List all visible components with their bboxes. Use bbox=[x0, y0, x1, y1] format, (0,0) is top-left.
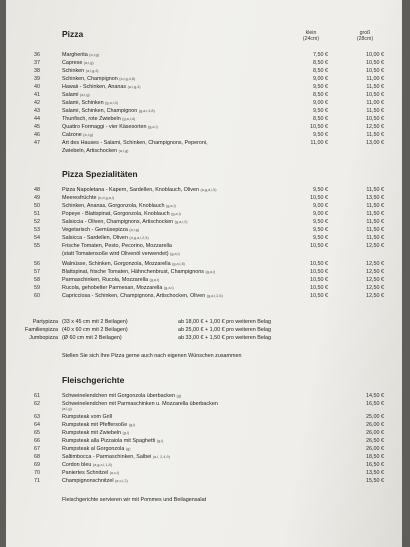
list-item: 64 Rumpsteak mit Pfeffersoße (g,i) 26,00 € bbox=[34, 422, 384, 428]
size-row: Familienpizza (40 x 60 cm mit 2 Beilagen) ab 25,00 € + 1,00 € pro weiteren Belag bbox=[25, 327, 272, 333]
list-item: 43 Salami, Schinken, Champignon (g,a,l,4,8) 9,50 € 11,50 € bbox=[34, 108, 384, 114]
list-item: 47 Art des Hauses - Salami, Schinken, Champignons, Peperoni, 11,00 € 13,00 € bbox=[34, 140, 384, 146]
list-item: 52 Salsiccia - Oliven, Champignons, Artischocken (g,a,l,2) 9,50 € 11,50 € bbox=[34, 219, 384, 225]
list-item: 39 Schinken, Champignon (a,l,g,4,8) 9,00 € 11,00 € bbox=[34, 76, 384, 82]
list-item: 50 Schinken, Ananas, Gorgonzola, Knoblauch (g,a,l) 9,00 € 11,50 € bbox=[34, 203, 384, 209]
section-title-spezial: Pizza Spezialitäten bbox=[62, 169, 138, 179]
list-item: 41 Salami (a,l,g) 8,50 € 10,50 € bbox=[34, 92, 384, 98]
column-header-large: groß (28cm) bbox=[356, 30, 374, 43]
list-item: 55 Frische Tomaten, Pesto, Pecorino, Mozzarella 10,50 € 12,50 € bbox=[34, 243, 384, 249]
list-item-continuation: Zwiebeln, Artischocken (a,l,g) bbox=[62, 148, 129, 154]
list-item: 54 Salsicca - Sardellen, Oliven (d,g,a,l,2,5) 9,50 € 11,50 € bbox=[34, 235, 384, 241]
list-item: 46 Calzone (a,l,g) 9,50 € 11,50 € bbox=[34, 132, 384, 138]
list-item-continuation: (a,l,g) bbox=[62, 407, 72, 411]
list-item: 68 Saltimbocca - Parmaschinken, Salbei (a,l, 2,4,9) 18,50 € bbox=[34, 454, 384, 460]
list-item: 36 Margherita (a,l,g) 7,50 € 10,00 € bbox=[34, 52, 384, 58]
column-header-small: klein (24cm) bbox=[302, 30, 320, 43]
list-item-continuation: (statt Tomatensoße wird Olivenöl verwendet) (g,a,l) bbox=[62, 251, 180, 257]
list-item: 45 Quattro Formaggi - vier Käsesorten (g,a,l) 10,50 € 12,50 € bbox=[34, 124, 384, 130]
menu-page bbox=[6, 0, 402, 547]
list-item: 63 Rumpsteak vom Grill 25,00 € bbox=[34, 414, 384, 420]
list-item: 40 Hawaii - Schinken, Ananas (a,l,g,4) 9,50 € 11,50 € bbox=[34, 84, 384, 90]
list-item: 66 Rumpsteak alla Pizzaiola mit Spaghetti (g,i) 26,50 € bbox=[34, 438, 384, 444]
fleisch-note: Fleischgerichte servieren wir mit Pommes und Beilagensalat bbox=[62, 497, 207, 503]
list-item: 58 Parmaschinken, Rucola, Mozzarella (g,a,l) 10,50 € 12,50 € bbox=[34, 277, 384, 283]
list-item: 69 Cordon bleu (a,g,c,l,1,8) 16,50 € bbox=[34, 462, 384, 468]
custom-pizza-note: Stellen Sie sich Ihre Pizza gerne auch nach eigenen Wünschen zusammen bbox=[62, 353, 242, 359]
list-item: 44 Thunfisch, rote Zwiebeln (g,a,l,d) 8,50 € 10,50 € bbox=[34, 116, 384, 122]
list-item: 53 Vegetarisch - Gemüsepizza (a,l,g) 9,50 € 11,50 € bbox=[34, 227, 384, 233]
section-title-fleisch: Fleischgerichte bbox=[62, 375, 125, 385]
list-item: 62 Schweinelendchen mit Parmaschinken u. Mozzarella überbacken 16,50 € bbox=[34, 401, 384, 407]
list-item: 60 Capricciosa - Schinken, Champignons, Artischocken, Oliven (g,a,l,2,6) 10,50 € 12,50 € bbox=[34, 293, 384, 299]
list-item: 48 Pizza Napoletana - Kapern, Sardellen, Knoblauch, Oliven (a,g,d,l,5) 9,50 € 11,50 € bbox=[34, 187, 384, 193]
size-row: Partypizza (33 x 45 cm mit 2 Beilagen) ab 18,00 € + 1,00 € pro weiteren Belag bbox=[32, 319, 272, 325]
section-title-pizza: Pizza bbox=[62, 29, 84, 39]
list-item: 67 Rumpsteak al Gorgonzola (g) 26,00 € bbox=[34, 446, 384, 452]
list-item: 49 Meeresfrüchte (b,d,g,a,l) 10,50 € 13,50 € bbox=[34, 195, 384, 201]
list-item: 61 Schweinelendchen mit Gorgonzola überbacken (g) 14,50 € bbox=[34, 393, 384, 399]
list-item: 71 Champignonschnitzel (a,c,l,2) 15,50 € bbox=[34, 478, 384, 484]
list-item: 51 Popeye - Blattspinat, Gorgonzola, Knoblauch (g,a,l) 9,00 € 11,50 € bbox=[34, 211, 384, 217]
list-item: 56 Walnüsse, Schinken, Gorgonzola, Mozzarella (g,a,l,8) 10,50 € 12,50 € bbox=[34, 261, 384, 267]
list-item: 37 Caprese (a,l,g) 8,50 € 10,50 € bbox=[34, 60, 384, 66]
list-item: 42 Salami, Schinken (g,a,l,4) 9,00 € 11,00 € bbox=[34, 100, 384, 106]
list-item: 70 Paniertes Schnitzel (a,c,l) 13,50 € bbox=[34, 470, 384, 476]
list-item: 59 Rucola, gehobelter Parmesan, Mozzarella (g,a,l) 10,50 € 12,50 € bbox=[34, 285, 384, 291]
list-item: 38 Schinken (a,l,g,4) 8,50 € 10,50 € bbox=[34, 68, 384, 74]
size-row: Jumbopizza (Ø 60 cm mit 2 Beilagen) ab 33,00 € + 1,50 € pro weiteren Belag bbox=[29, 335, 272, 341]
list-item: 57 Blattspinat, frische Tomaten, Hähnchenbrust, Champignons (g,a,l) 10,50 € 12,50 € bbox=[34, 269, 384, 275]
list-item: 65 Rumpsteak mit Zwiebeln (g,i) 26,00 € bbox=[34, 430, 384, 436]
